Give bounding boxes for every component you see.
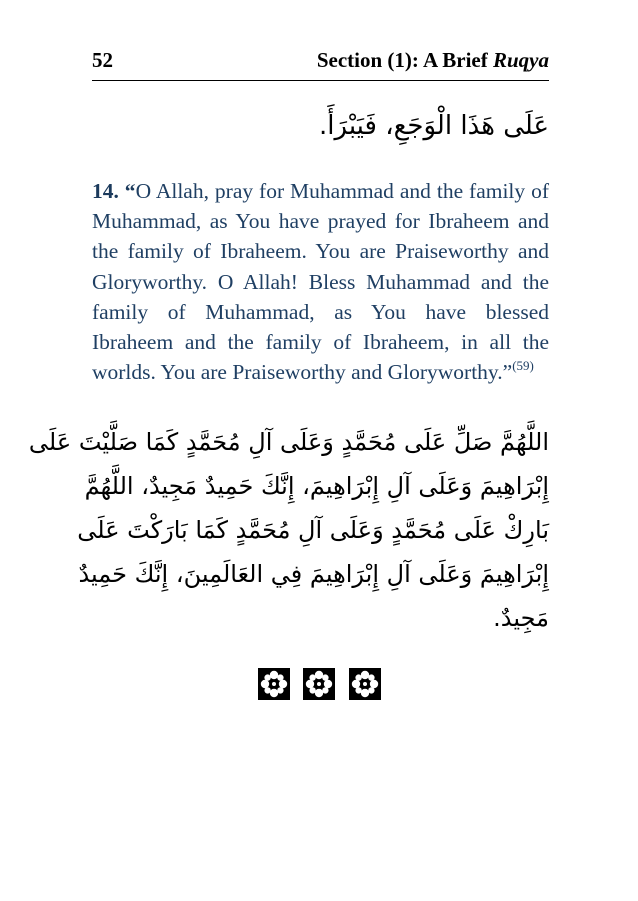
arabic-verse-top: عَلَى هَذَا الْوَجَعِ، فَيَبْرَأَ. (318, 111, 549, 141)
translation-paragraph (92, 176, 549, 387)
arabic-line: إِبْرَاهِيمَ وَعَلَى آلِ إِبْرَاهِيمَ فِي العَالَمِينَ، إِنَّكَ حَمِيدٌ (78, 560, 549, 588)
paragraph-number: 14. “ (92, 179, 136, 203)
footnote-marker: (59) (512, 358, 534, 374)
arabic-line: إِبْرَاهِيمَ وَعَلَى آلِ إِبْرَاهِيمَ، إِنَّكَ حَمِيدٌ مَجِيدٌ، اللَّهُمَّ (84, 472, 549, 500)
arabic-line: اللَّهُمَّ صَلِّ عَلَى مُحَمَّدٍ وَعَلَى آلِ مُحَمَّدٍ كَمَا صَلَّيْتَ عَلَى (28, 428, 549, 456)
page-number: 52 (92, 48, 113, 72)
flower-ornament-icon (257, 667, 291, 701)
arabic-line: بَارِكْ عَلَى مُحَمَّدٍ وَعَلَى آلِ مُحَمَّدٍ كَمَا بَارَكْتَ عَلَى (77, 516, 549, 544)
flower-ornament-icon (302, 667, 336, 701)
arabic-supplication (28, 420, 549, 640)
section-title-text: Section (1): A Brief (316, 48, 493, 72)
arabic-line: مَجِيدٌ. (493, 604, 549, 632)
page-header (92, 48, 549, 76)
section-end-ornament (0, 667, 638, 709)
paragraph-text: O Allah, pray for Muhammad and the family of Muhammad, as You have prayed for Ibraheem and the family of Ibraheem. You are Praiseworthy and Gloryworthy. O Allah! Bless Muhammad and the family of Muhammad, as You have blessed Ibraheem and the family of Ibraheem, in all the worlds. You are Praiseworthy and Gloryworthy.” (92, 179, 550, 385)
section-title-italic: Ruqya (492, 48, 549, 72)
section-title (317, 48, 549, 73)
header-rule (92, 80, 549, 81)
flower-ornament-icon (348, 667, 382, 701)
